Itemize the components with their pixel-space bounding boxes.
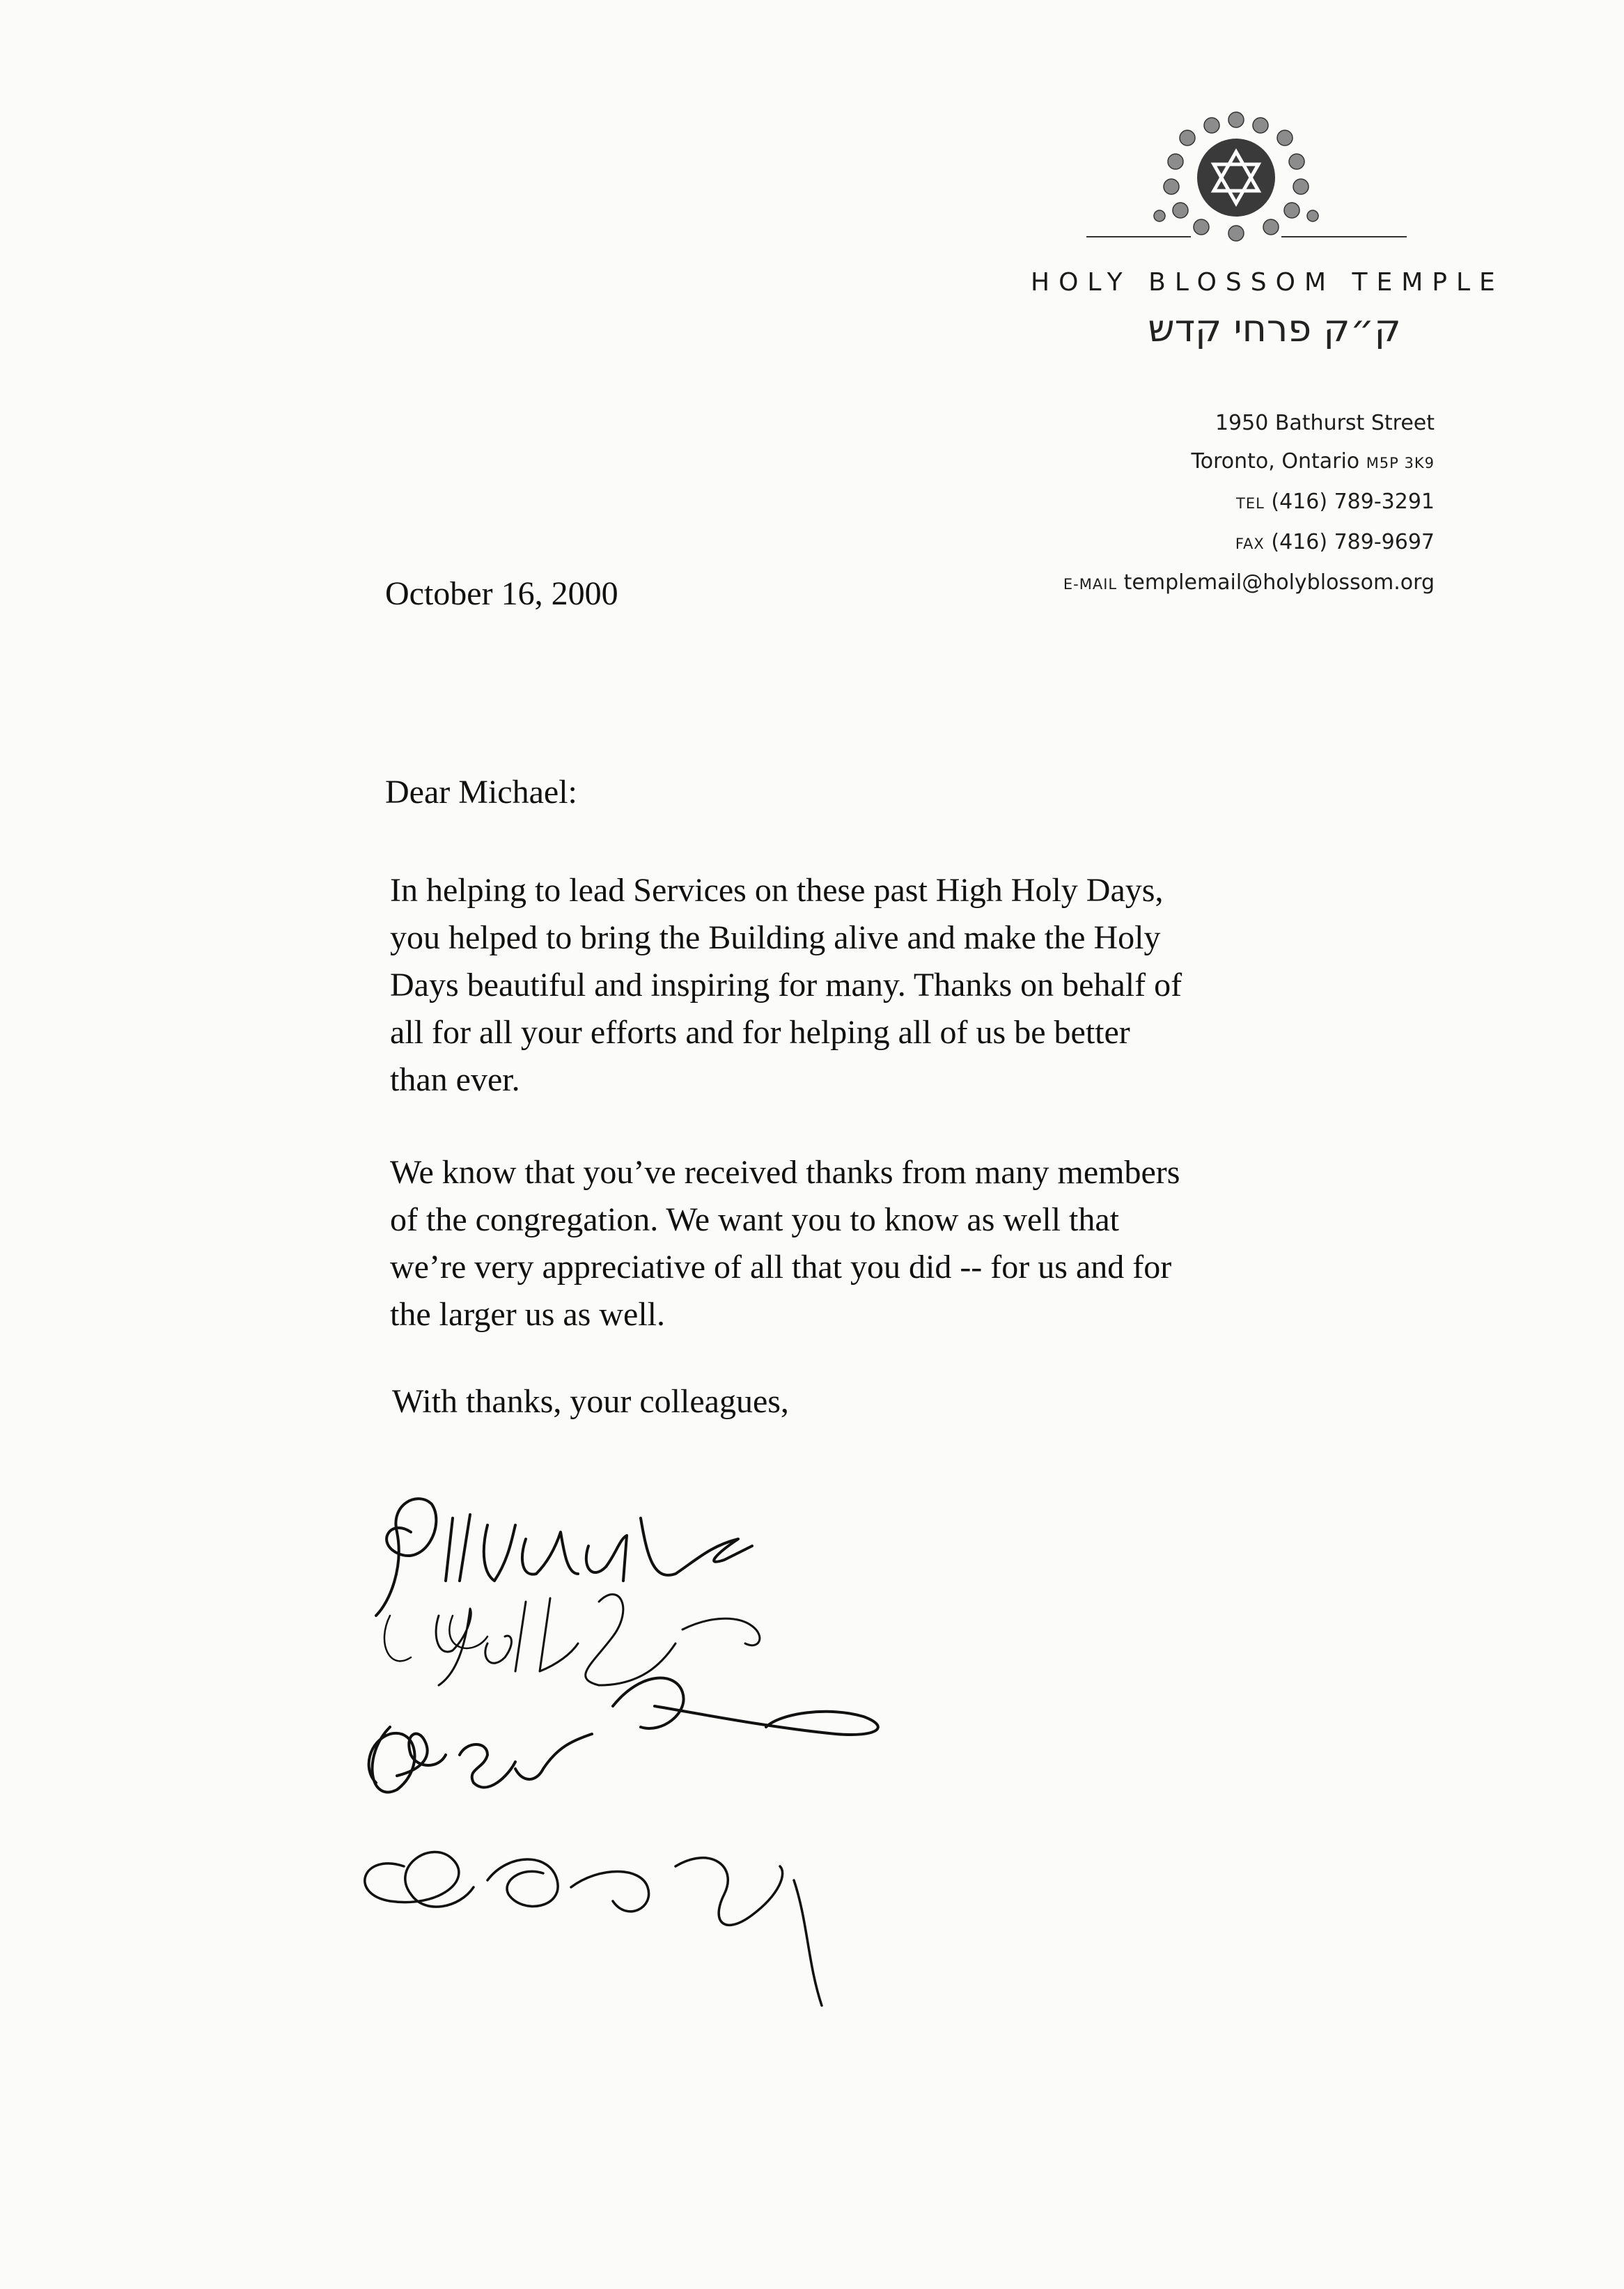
paragraph-line: In helping to lead Services on these past High Holy Days, — [390, 872, 1164, 909]
paragraph-line: of the congregation. We want you to know as well that — [390, 1201, 1119, 1238]
signature-1 — [376, 1499, 752, 1616]
fax-label: FAX — [1235, 536, 1265, 552]
star-of-david-logo-icon — [1086, 104, 1421, 265]
fax-number: (416) 789-9697 — [1271, 530, 1435, 554]
telephone-line — [1045, 483, 1435, 523]
body-paragraph-2 — [390, 1149, 1407, 1338]
email-address: templemail@holyblossom.org — [1123, 570, 1435, 595]
postal-code: M5P 3K9 — [1366, 455, 1435, 471]
email-label: E-MAIL — [1063, 576, 1118, 593]
organization-name-hebrew: ק״ק פרחי קדש — [1148, 306, 1401, 350]
contact-block — [1045, 404, 1435, 604]
paragraph-line: all for all your efforts and for helping all of us be better — [390, 1014, 1130, 1051]
email-line — [1045, 563, 1435, 604]
organization-name: HOLY BLOSSOM TEMPLE — [1031, 268, 1504, 297]
salutation: Dear Michael: — [385, 774, 577, 811]
paragraph-line: Days beautiful and inspiring for many. Thanks on behalf of — [390, 967, 1182, 1003]
signature-3 — [369, 1678, 878, 1792]
handwritten-signatures — [348, 1476, 1114, 2033]
street-address: 1950 Bathurst Street — [1215, 411, 1435, 435]
telephone-label: TEL — [1236, 495, 1265, 512]
city: Toronto, Ontario — [1191, 449, 1360, 474]
letter-date: October 16, 2000 — [385, 575, 618, 612]
fax-line — [1045, 523, 1435, 563]
paragraph-line: you helped to bring the Building alive and make the Holy — [390, 919, 1161, 956]
body-paragraph-1 — [390, 867, 1407, 1104]
paragraph-line: We know that you’ve received thanks from many members — [390, 1154, 1180, 1191]
paragraph-line: than ever. — [390, 1061, 520, 1098]
city-line — [1045, 442, 1435, 483]
telephone-number: (416) 789-3291 — [1271, 490, 1435, 514]
signature-4 — [365, 1852, 822, 2006]
paragraph-line: we’re very appreciative of all that you did -- for us and for — [390, 1249, 1172, 1286]
closing-line: With thanks, your colleagues, — [392, 1383, 789, 1420]
paragraph-line: the larger us as well. — [390, 1296, 665, 1333]
